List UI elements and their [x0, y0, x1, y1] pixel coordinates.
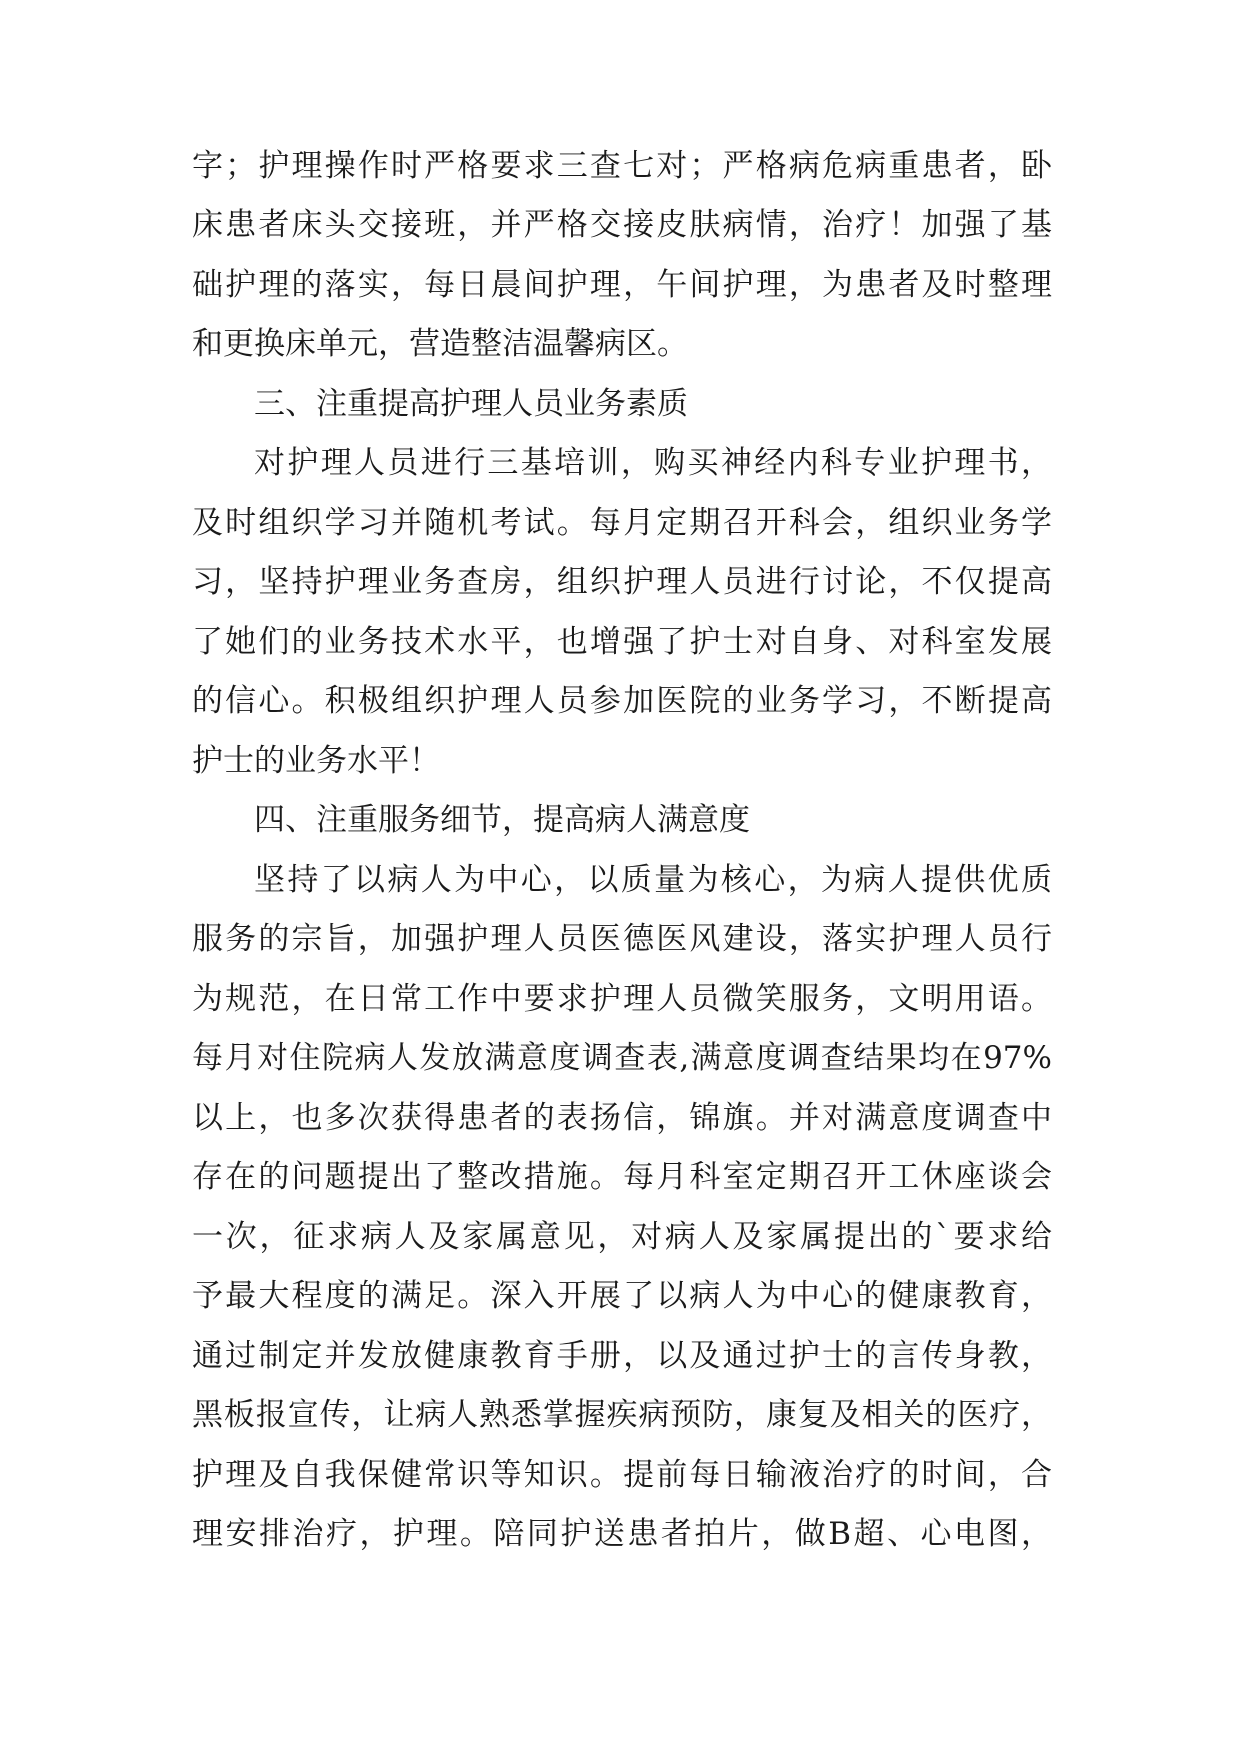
text-line: 以上，也多次获得患者的表扬信，锦旗。并对满意度调查中	[192, 1100, 1052, 1136]
text-line: 一次，征求病人及家属意见，对病人及家属提出的`要求给	[192, 1219, 1052, 1255]
text-line: 服务的宗旨，加强护理人员医德医风建设，落实护理人员行	[192, 921, 1052, 957]
text-line: 存在的问题提出了整改措施。每月科室定期召开工休座谈会	[192, 1159, 1052, 1195]
text-line: 为规范，在日常工作中要求护理人员微笑服务，文明用语。	[192, 981, 1052, 1017]
text-line: 黑板报宣传，让病人熟悉掌握疾病预防，康复及相关的医疗，	[192, 1397, 1052, 1433]
text-line: 和更换床单元，营造整洁温馨病区。	[192, 326, 688, 362]
text-line: 的信心。积极组织护理人员参加医院的业务学习，不断提高	[192, 683, 1052, 719]
text-line: 字；护理操作时严格要求三查七对；严格病危病重患者，卧	[192, 148, 1052, 184]
text-line: 习，坚持护理业务查房，组织护理人员进行讨论，不仅提高	[192, 564, 1052, 600]
text-line: 了她们的业务技术水平，也增强了护士对自身、对科室发展	[192, 624, 1052, 660]
text-line: 础护理的落实，每日晨间护理，午间护理，为患者及时整理	[192, 267, 1052, 303]
text-line: 及时组织学习并随机考试。每月定期召开科会，组织业务学	[192, 505, 1052, 541]
text-line: 床患者床头交接班，并严格交接皮肤病情，治疗！加强了基	[192, 207, 1052, 243]
section-heading: 四、注重服务细节，提高病人满意度	[254, 802, 750, 838]
text-line: 予最大程度的满足。深入开展了以病人为中心的健康教育，	[192, 1278, 1052, 1314]
section-heading: 三、注重提高护理人员业务素质	[254, 386, 688, 422]
text-line: 理安排治疗，护理。陪同护送患者拍片，做B超、心电图，	[192, 1516, 1052, 1552]
text-line: 护士的业务水平！	[192, 743, 440, 779]
text-line: 对护理人员进行三基培训，购买神经内科专业护理书，	[254, 445, 1052, 481]
text-line: 通过制定并发放健康教育手册，以及通过护士的言传身教，	[192, 1338, 1052, 1374]
text-line: 每月对住院病人发放满意度调查表,满意度调查结果均在97%	[192, 1040, 1052, 1076]
text-line: 护理及自我保健常识等知识。提前每日输液治疗的时间，合	[192, 1457, 1052, 1493]
text-line: 坚持了以病人为中心，以质量为核心，为病人提供优质	[254, 862, 1052, 898]
